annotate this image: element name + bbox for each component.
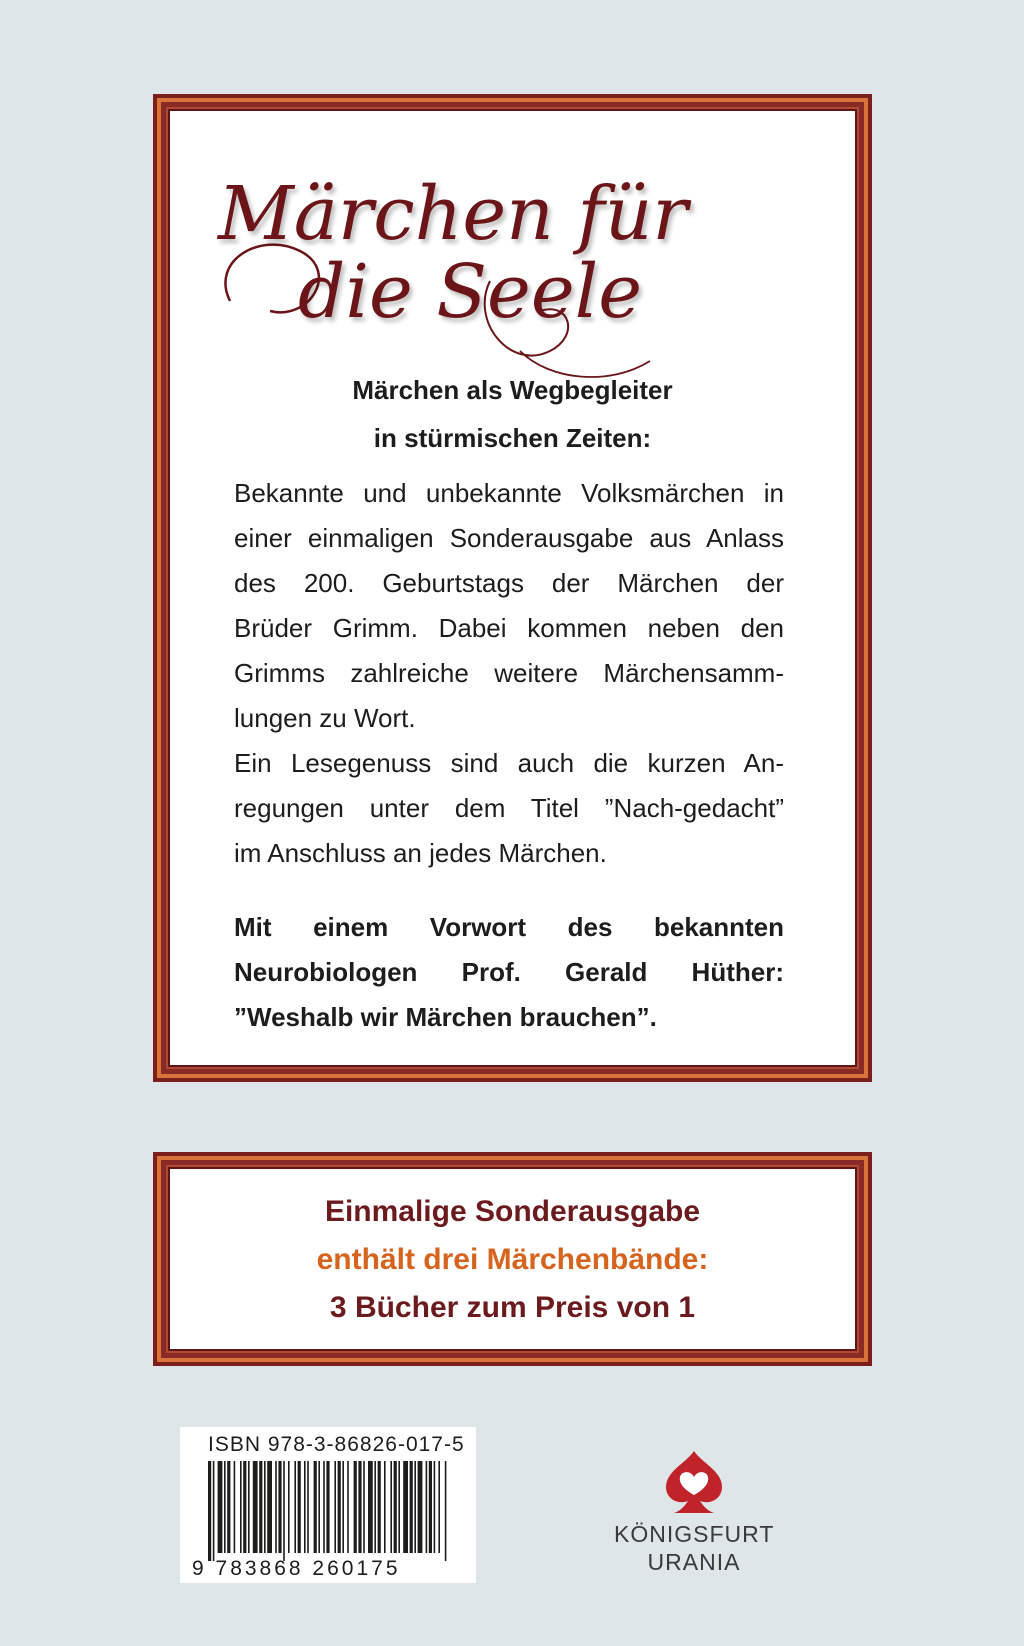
barcode-bars-icon [208, 1461, 448, 1561]
description-line: Bekannte und unbekannte Volksmärchen in [234, 478, 784, 508]
description-line: lungen zu Wort. [234, 703, 416, 733]
description-line: Brüder Grimm. Dabei kommen neben den [234, 613, 784, 643]
barcode-bar [384, 1461, 386, 1553]
barcode-bar [429, 1461, 432, 1553]
foreword-line: ”Weshalb wir Märchen brauchen”. [234, 1002, 657, 1032]
promo-frame [153, 1152, 872, 1366]
foreword-note [234, 905, 784, 1040]
barcode-bar [307, 1461, 309, 1553]
promo-panel [168, 1167, 857, 1351]
barcode-bar [418, 1461, 423, 1553]
subtitle-line-2: in stürmischen Zeiten: [373, 423, 652, 453]
book-title-line-2: die Seele [298, 249, 643, 335]
barcode-bar [264, 1461, 266, 1553]
barcode-bar [398, 1461, 400, 1553]
description-line: einer einmaligen Sonderausgabe aus Anlass [234, 523, 784, 553]
publisher-logo [614, 1447, 774, 1587]
promo-line-3: 3 Bücher zum Preis von 1 [329, 1291, 696, 1324]
description-line: im Anschluss an jedes Märchen. [234, 838, 607, 868]
barcode-bar [410, 1461, 413, 1553]
barcode-bar [323, 1461, 325, 1553]
barcode-bar [378, 1461, 381, 1553]
barcode-bar [294, 1461, 296, 1553]
description-line: des 200. Geburtstags der Märchen der [234, 568, 784, 598]
barcode-bar [304, 1461, 306, 1553]
barcode-bar [288, 1461, 290, 1553]
isbn-label: ISBN 978-3-86826-017-5 [208, 1433, 465, 1456]
barcode-bar [438, 1461, 440, 1553]
description-line: Grimms zahlreiche weitere Märchensamm- [234, 658, 784, 688]
barcode-bar [338, 1461, 341, 1553]
barcode-bar [403, 1461, 408, 1553]
promo-line-2: enthält drei Märchenbände: [316, 1243, 709, 1276]
barcode-bar [445, 1461, 447, 1561]
main-text-panel [168, 109, 857, 1067]
barcode-bar [426, 1461, 428, 1553]
barcode-bar [267, 1461, 272, 1553]
barcode-bar [334, 1461, 336, 1553]
barcode-bar [208, 1461, 211, 1561]
heart-spade-logo-icon [660, 1447, 728, 1515]
barcode-bar [283, 1461, 285, 1561]
barcode-bar [342, 1461, 344, 1553]
barcode-bar [354, 1461, 357, 1553]
barcode-bar [394, 1461, 397, 1553]
barcode-bar [275, 1461, 277, 1553]
barcode-bar [234, 1461, 236, 1553]
promo-line-1: Einmalige Sonderausgabe [324, 1195, 701, 1228]
barcode-bar [318, 1461, 320, 1553]
barcode-bar [368, 1461, 373, 1553]
foreword-line: Mit einem Vorwort des bekannten [234, 912, 784, 942]
barcode-bar [414, 1461, 416, 1553]
barcode-bar [326, 1461, 329, 1553]
barcode-bar [224, 1461, 226, 1553]
barcode-bar [240, 1461, 242, 1553]
description-paragraph [234, 471, 784, 876]
description-line: regungen unter dem Titel ”Nach-gedacht” [234, 793, 784, 823]
barcode-bar [374, 1461, 376, 1553]
barcode-bar [434, 1461, 436, 1553]
book-title-line-1: Märchen für [218, 171, 688, 257]
subtitle-line-1: Märchen als Wegbegleiter [352, 375, 673, 405]
barcode-bar [253, 1461, 258, 1553]
barcode-bar [243, 1461, 246, 1553]
barcode-bar [314, 1461, 317, 1553]
publisher-name-line-1: KÖNIGSFURT [614, 1521, 775, 1547]
barcode-bar [278, 1461, 281, 1553]
foreword-line: Neurobiologen Prof. Gerald Hüther: [234, 957, 784, 987]
barcode-bar [358, 1461, 361, 1553]
publisher-name-line-2: URANIA [647, 1549, 741, 1575]
barcode-bar [213, 1461, 215, 1561]
barcode-bar [298, 1461, 301, 1553]
barcode-bar [218, 1461, 223, 1553]
barcode-bar [248, 1461, 250, 1553]
description-line: Ein Lesegenuss sind auch die kurzen An- [234, 748, 784, 778]
barcode-bar [259, 1461, 262, 1553]
barcode-bar [227, 1461, 230, 1553]
main-text-frame [153, 94, 872, 1082]
barcode-bar [390, 1461, 392, 1553]
isbn-barcode [180, 1427, 476, 1583]
barcode-bar [347, 1461, 349, 1553]
barcode-digits: 9 783868 260175 [192, 1557, 401, 1580]
barcode-bar [363, 1461, 365, 1553]
